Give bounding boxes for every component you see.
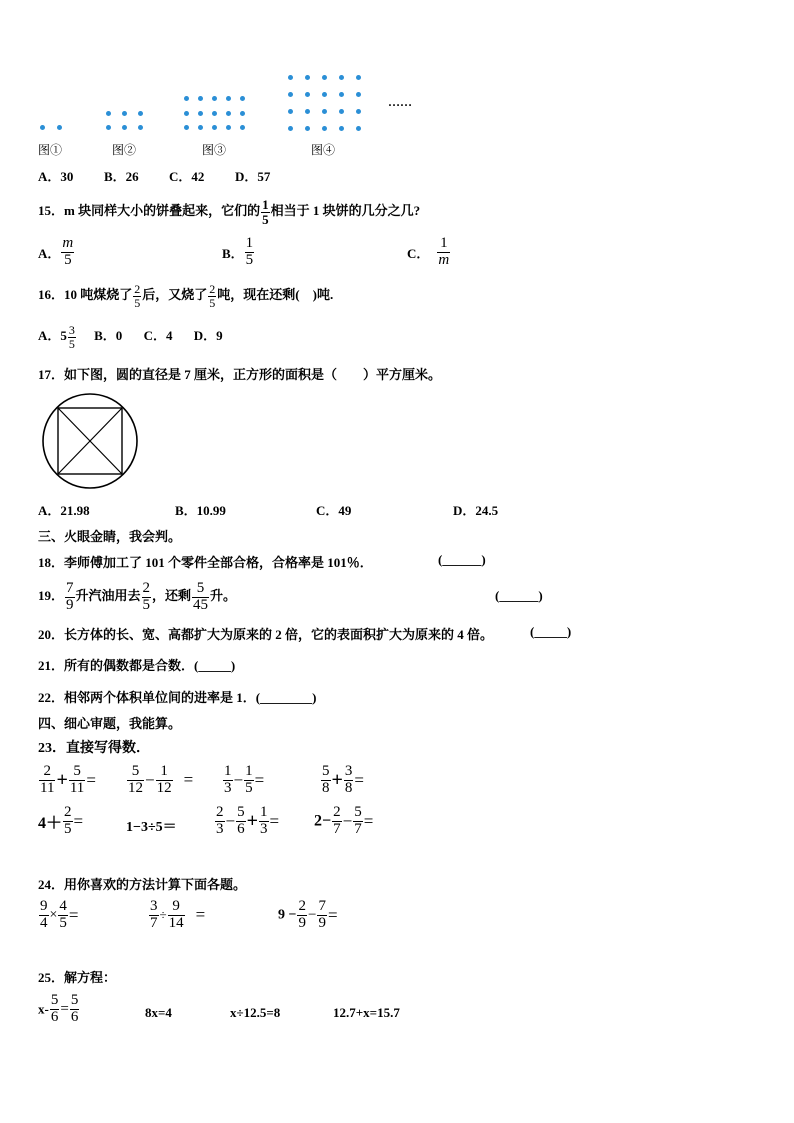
equals: = [195, 905, 206, 925]
numerator: 4 [59, 898, 67, 914]
q16-fraction-1 [133, 283, 141, 309]
dot [212, 125, 217, 130]
q15-text-pre: 15．m 块同样大小的饼叠起来，它们的 [38, 203, 261, 218]
numerator: 2 [134, 281, 141, 296]
ellipsis: …… [388, 95, 412, 109]
q23-title: 23．直接写得数． [38, 741, 150, 756]
denominator: 6 [50, 1008, 59, 1025]
denominator: 11 [69, 779, 85, 796]
fraction [259, 805, 269, 838]
q16-option-d: D．9 [193, 328, 223, 343]
q15-option-c [407, 236, 451, 269]
q16-text-post: 吨，现在还剩( )吨. [217, 287, 334, 302]
dot [240, 111, 245, 116]
q24-expression-1 [38, 899, 79, 932]
expression-text: 9 − [278, 907, 297, 923]
fraction [244, 764, 254, 797]
equals: = [60, 1000, 69, 1017]
operator: × [49, 907, 58, 923]
dot [322, 126, 327, 131]
denominator: 8 [322, 779, 330, 796]
q18-question: 18．李师傅加工了 101 个零件全部合格，合格率是 101％． [38, 555, 373, 570]
q17-question: 17．如下图，圆的直径是 7 厘米，正方形的面积是（ ）平方厘米。 [38, 367, 442, 382]
q23-expression [38, 805, 83, 838]
q23-expression [222, 764, 264, 797]
q25-title: 25．解方程： [38, 970, 117, 985]
dot [305, 92, 310, 97]
denominator: 5 [245, 251, 254, 268]
numerator: 5 [70, 992, 79, 1008]
denominator: 45 [193, 596, 209, 613]
dot [198, 125, 203, 130]
q15-option-c-fraction [437, 236, 450, 269]
numerator: 1 [262, 196, 269, 212]
q17-option-d: D．24.5 [453, 503, 499, 518]
q21-answer-blank[interactable]: (_____) [194, 658, 236, 673]
q23-expression: 1−3÷5＝ [126, 820, 177, 835]
fraction [223, 764, 233, 797]
fraction [215, 805, 225, 838]
q24-expression-2 [148, 899, 205, 932]
dot [288, 126, 293, 131]
operator: + [246, 809, 258, 832]
fraction [127, 764, 144, 797]
dot [356, 109, 361, 114]
fraction [156, 764, 173, 797]
q15-text-post: 相当于 1 块饼的几分之几? [270, 203, 421, 218]
denominator: 9 [66, 596, 74, 613]
dot [240, 96, 245, 101]
numerator: 9 [40, 898, 48, 914]
numerator: 2 [209, 281, 216, 296]
fraction [39, 764, 55, 797]
numerator: 2 [216, 804, 224, 820]
dot [339, 75, 344, 80]
fraction [168, 899, 185, 932]
numerator: 2 [64, 804, 72, 820]
numerator: 2 [298, 898, 306, 914]
q23-expression [314, 805, 373, 838]
dot [138, 111, 143, 116]
denominator: 5 [142, 596, 151, 613]
dot [122, 111, 127, 116]
denominator: 5 [262, 211, 269, 227]
q16-text-pre: 16．10 吨煤烧了 [38, 287, 133, 302]
q22-text: 22．相邻两个体积单位间的进率是 1． [38, 690, 256, 705]
numerator: 5 [192, 581, 209, 598]
numerator: 5 [69, 764, 85, 781]
denominator: 12 [156, 779, 172, 796]
numerator: 5 [354, 804, 362, 820]
q20-answer-blank[interactable]: (_____) [530, 624, 572, 639]
q17-option-c: C．49 [316, 503, 352, 518]
numerator: 1 [156, 764, 173, 781]
q19-number: 19． [38, 588, 65, 603]
q17-option-b: B．10.99 [175, 503, 226, 518]
q15-question [38, 193, 420, 229]
fraction [149, 899, 159, 932]
fraction [332, 805, 342, 838]
dot [184, 96, 189, 101]
equals: = [363, 811, 374, 831]
q25-equation-2: 8x=4 [145, 1005, 172, 1020]
equals: = [86, 770, 96, 790]
denominator: 6 [70, 1008, 79, 1025]
equals: = [269, 811, 280, 831]
q19-fraction-2 [142, 581, 152, 614]
circle-square-figure [40, 392, 140, 492]
q16-option-c: C．4 [143, 328, 173, 343]
denominator: 5 [59, 914, 67, 931]
dot [339, 92, 344, 97]
q24-title: 24．用你喜欢的方法计算下面各题。 [38, 877, 247, 892]
denominator: 5 [209, 295, 216, 310]
dot [212, 96, 217, 101]
section-3-heading: 三、火眼金睛，我会判。 [38, 529, 182, 544]
denominator: 12 [128, 779, 143, 796]
numerator: 7 [318, 898, 326, 914]
denominator: m [438, 251, 450, 268]
denominator: 7 [150, 914, 158, 931]
dot [212, 111, 217, 116]
numerator: 1 [437, 236, 450, 253]
dot [305, 75, 310, 80]
numerator: 9 [168, 899, 185, 916]
dot [240, 125, 245, 130]
expression-text: 4＋ [38, 814, 63, 832]
q22-question [38, 687, 316, 706]
q15-option-a [38, 236, 75, 269]
numerator: 1 [245, 763, 253, 779]
numerator: 2 [333, 804, 341, 820]
dot [322, 92, 327, 97]
q20-question: 20．长方体的长、宽、高都扩大为原来的 2 倍，它的表面积扩大为原来的 4 倍。 [38, 627, 494, 642]
q14-option-a: A．30 [38, 169, 74, 184]
dot [322, 109, 327, 114]
q19-fraction-3 [192, 581, 209, 614]
denominator: 3 [224, 779, 232, 796]
q16-option-b: B．0 [94, 328, 123, 343]
numerator: 3 [68, 322, 75, 337]
dot [184, 111, 189, 116]
dot [288, 92, 293, 97]
operator: ÷ [159, 907, 167, 923]
option-label: C． [407, 245, 430, 261]
dot [288, 75, 293, 80]
equals: = [183, 770, 194, 790]
q17-option-a: A．21.98 [38, 503, 90, 518]
fraction [321, 764, 331, 797]
operator: − [307, 906, 317, 923]
dot [288, 109, 293, 114]
denominator: 9 [298, 914, 306, 931]
dot [356, 92, 361, 97]
dot [339, 109, 344, 114]
dot [106, 111, 111, 116]
expression-text: 2− [314, 812, 332, 830]
q19-text-post: 升。 [210, 588, 237, 603]
dot [356, 126, 361, 131]
q19-question [38, 576, 236, 616]
fraction [344, 764, 354, 797]
numerator: 2 [39, 764, 55, 781]
fraction [58, 899, 68, 932]
dot [40, 125, 45, 130]
numerator: 3 [344, 763, 353, 779]
q19-fraction-1 [65, 581, 75, 614]
q14-option-d: D．57 [235, 169, 271, 184]
numerator: 3 [150, 898, 158, 914]
numerator: m [62, 235, 74, 251]
q19-text-mid2: ，还剩 [152, 588, 192, 603]
q23-expression [126, 764, 193, 797]
numerator: 2 [142, 579, 151, 596]
dot [356, 75, 361, 80]
operator: + [331, 768, 343, 791]
numerator: 1 [260, 804, 268, 820]
q15-fraction [261, 198, 270, 226]
q25-equation-1 [38, 993, 80, 1026]
dot [226, 111, 231, 116]
numerator: 1 [224, 763, 232, 779]
dot [198, 96, 203, 101]
q14-option-b: B．26 [104, 169, 139, 184]
q16-fraction-2 [208, 283, 216, 309]
figure-label-3: 图③ [202, 143, 227, 157]
fraction [317, 899, 327, 932]
denominator: 5 [68, 336, 75, 351]
numerator: 5 [127, 764, 144, 781]
q16-option-a-fraction [68, 324, 76, 350]
denominator: 3 [216, 820, 224, 837]
denominator: 4 [40, 914, 48, 931]
expression-text: x- [38, 1001, 49, 1017]
dot [226, 96, 231, 101]
dot [57, 125, 62, 130]
q24-expression-3 [278, 899, 338, 932]
dot [339, 126, 344, 131]
figure-label-1: 图① [38, 143, 63, 157]
q19-answer-blank[interactable]: (______) [495, 588, 543, 603]
equals: = [254, 770, 265, 790]
denominator: 11 [40, 779, 55, 796]
dot [226, 125, 231, 130]
fraction [69, 764, 85, 797]
fraction [70, 993, 80, 1026]
operator: − [342, 811, 353, 831]
numerator: 5 [237, 804, 245, 820]
denominator: 9 [318, 914, 326, 931]
dot [184, 125, 189, 130]
fraction [297, 899, 307, 932]
fraction [63, 805, 73, 838]
q25-equation-3: x÷12.5=8 [230, 1005, 281, 1020]
q16-question [38, 280, 333, 310]
operator: + [56, 768, 68, 791]
numerator: 7 [66, 579, 74, 596]
dot [305, 126, 310, 131]
denominator: 5 [64, 251, 72, 268]
equals: = [327, 905, 338, 925]
q23-expression [320, 764, 364, 797]
denominator: 5 [245, 779, 253, 796]
q14-option-c: C．42 [169, 169, 205, 184]
q16-text-mid: 后，又烧了 [142, 287, 208, 302]
option-label: A． [38, 245, 61, 261]
dot [138, 125, 143, 130]
option-label: B． [222, 245, 244, 261]
numerator: 1 [245, 235, 254, 251]
q25-equation-4: 12.7+x=15.7 [333, 1005, 400, 1020]
fraction [236, 805, 246, 838]
denominator: 6 [237, 820, 245, 837]
figure-label-2: 图② [112, 143, 137, 157]
equals: = [354, 770, 364, 790]
figure-label-4: 图④ [311, 143, 336, 157]
q23-expression [38, 764, 96, 797]
q21-question [38, 655, 235, 674]
denominator: 5 [64, 820, 72, 837]
fraction [353, 805, 363, 838]
q23-expression [214, 805, 279, 838]
fraction [50, 993, 60, 1026]
numerator: 5 [322, 763, 330, 779]
equals: = [73, 811, 84, 831]
denominator: 14 [168, 914, 184, 931]
dot [106, 125, 111, 130]
q19-text-mid: 升汽油用去 [75, 588, 141, 603]
q16-options [38, 322, 223, 350]
fraction [39, 899, 49, 932]
numerator: 5 [50, 992, 59, 1008]
operator: − [225, 811, 236, 831]
equals: = [68, 905, 79, 925]
dot [322, 75, 327, 80]
operator: − [145, 770, 155, 790]
denominator: 7 [333, 820, 341, 837]
dot [122, 125, 127, 130]
q15-option-b-fraction [245, 236, 255, 269]
q16-option-a: A．5 [38, 328, 67, 343]
q18-answer-blank[interactable]: (______) [438, 552, 486, 567]
q21-text: 21．所有的偶数都是合数． [38, 658, 195, 673]
denominator: 7 [354, 820, 362, 837]
denominator: 8 [344, 779, 353, 796]
denominator: 5 [134, 295, 141, 310]
dot [305, 109, 310, 114]
denominator: 3 [260, 820, 268, 837]
q22-answer-blank[interactable]: (________) [255, 690, 317, 705]
operator: − [233, 770, 244, 790]
q15-option-b [222, 236, 255, 269]
section-4-heading: 四、细心审题，我能算。 [38, 716, 182, 731]
dot [198, 111, 203, 116]
q15-option-a-fraction [61, 236, 74, 269]
